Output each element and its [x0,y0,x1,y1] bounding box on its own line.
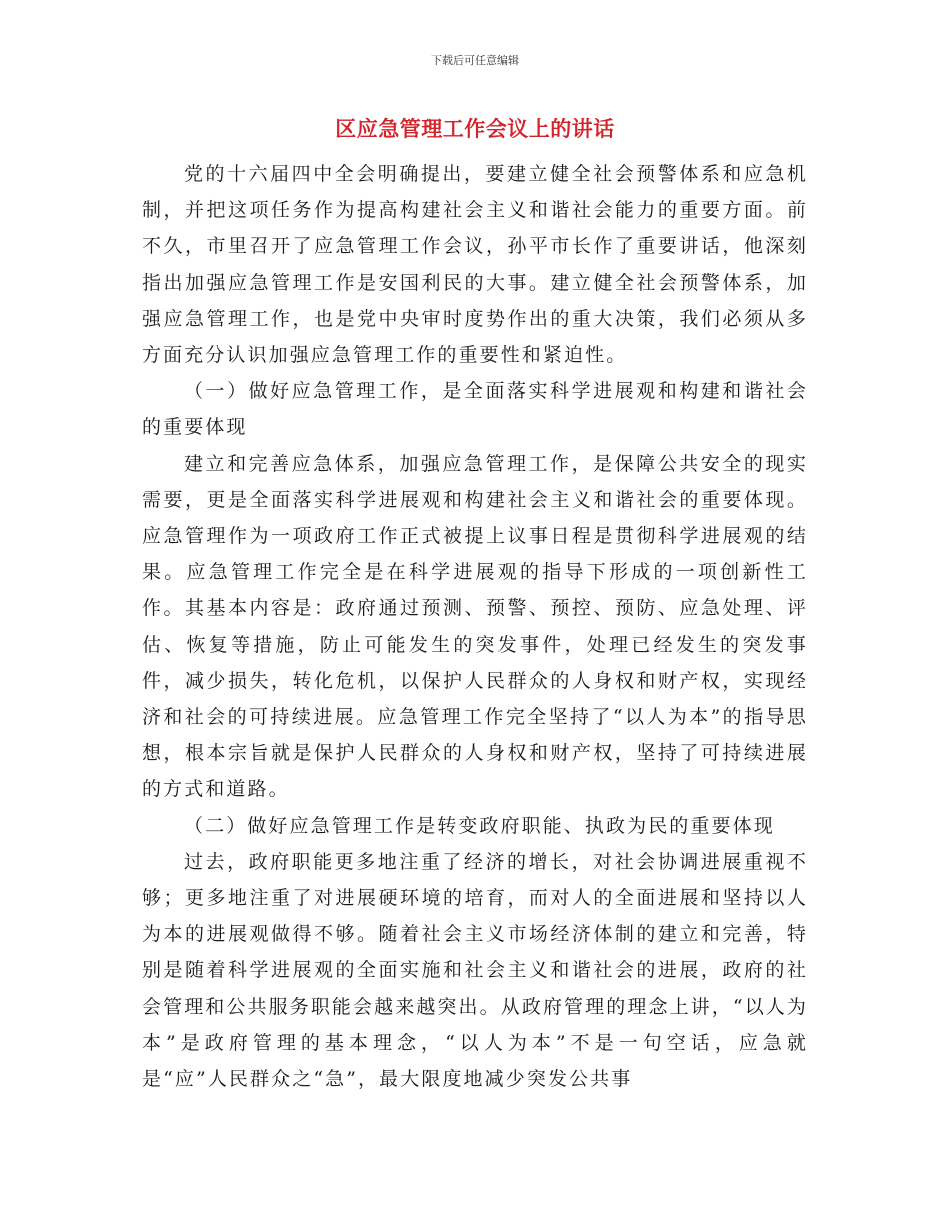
paragraph-section-2: 过去，政府职能更多地注重了经济的增长，对社会协调进展重视不够；更多地注重了对进展硬环境的培育，而对人的全面进展和坚持以人为本的进展观做得不够。随着社会主义市场经济体制的建立和完善，特别是随着科学进展观的全面实施和社会主义和谐社会的进展，政府的社会管理和公共服务职能会越来越突出。从政府管理的理念上讲，“以人为本”是政府管理的基本理念，“以人为本”不是一句空话，应急就是“应”人民群众之“急”，最大限度地减少突发公共事 [142,850,808,1091]
document-title: 区应急管理工作会议上的讲话 [335,117,615,141]
section-heading-1: （一）做好应急管理工作，是全面落实科学进展观和构建和谐社会的重要体现 [142,380,808,439]
paragraph-intro: 党的十六届四中全会明确提出，要建立健全社会预警体系和应急机制，并把这项任务作为提高构建社会主义和谐社会能力的重要方面。前不久，市里召开了应急管理工作会议，孙平市长作了重要讲话，他深刻指出加强应急管理工作是安国利民的大事。建立健全社会预警体系，加强应急管理工作，也是党中央审时度势作出的重大决策，我们必须从多方面充分认识加强应急管理工作的重要性和紧迫性。 [142,163,808,367]
section-heading-2: （二）做好应急管理工作是转变政府职能、执政为民的重要体现 [184,814,775,837]
document-body [142,156,808,1097]
page-header: 下载后可任意编辑 [431,54,519,67]
paragraph-section-1: 建立和完善应急体系，加强应急管理工作，是保障公共安全的现实需要，更是全面落实科学进展观和构建社会主义和谐社会的重要体现。应急管理作为一项政府工作正式被提上议事日程是贯彻科学进展观的结果。应急管理工作完全是在科学进展观的指导下形成的一项创新性工作。其基本内容是：政府通过预测、预警、预控、预防、应急处理、评估、恢复等措施，防止可能发生的突发事件，处理已经发生的突发事件，减少损失，转化危机，以保护人民群众的人身权和财产权，实现经济和社会的可持续进展。应急管理工作完全坚持了“以人为本”的指导思想，根本宗旨就是保护人民群众的人身权和财产权，坚持了可持续进展的方式和道路。 [142,452,808,801]
